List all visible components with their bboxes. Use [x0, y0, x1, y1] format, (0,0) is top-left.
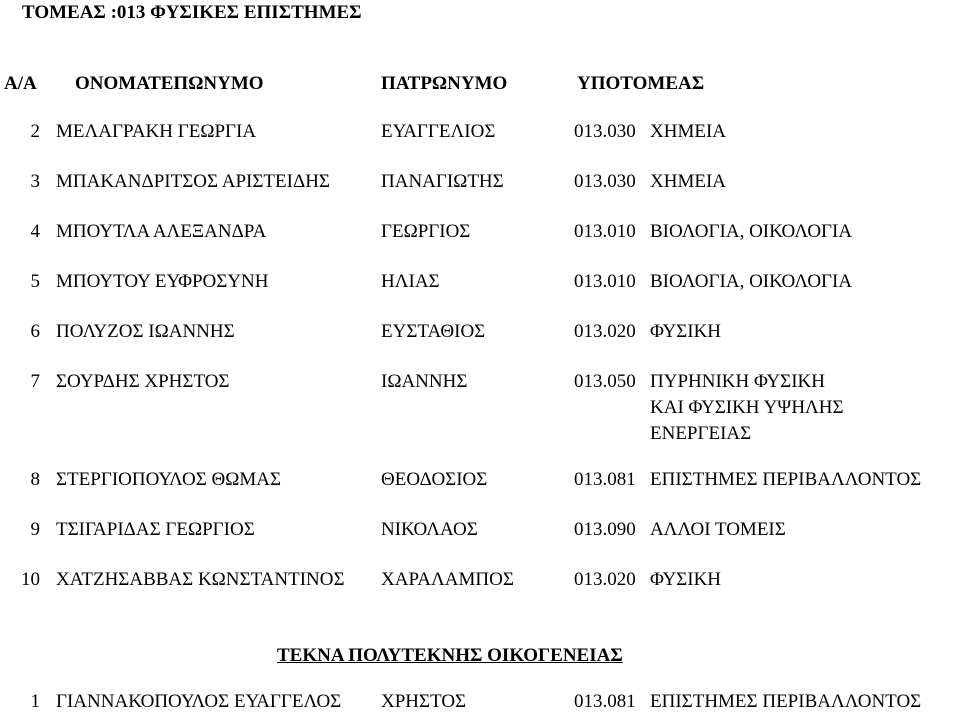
row-number: 7	[30, 371, 40, 392]
row-father: ΧΡΗΣΤΟΣ	[381, 691, 467, 712]
row-subsector-code: 013.020	[574, 569, 636, 590]
header-subsector: ΥΠΟΤΟΜΕΑΣ	[577, 73, 705, 94]
header-father: ΠΑΤΡΩΝΥΜΟ	[381, 73, 508, 94]
row-subsector-code: 013.081	[574, 691, 636, 712]
row-subsector-code: 013.050	[574, 371, 636, 392]
page-title: ΤΟΜΕΑΣ :013 ΦΥΣΙΚΕΣ ΕΠΙΣΤΗΜΕΣ	[22, 2, 362, 23]
row-number: 1	[30, 691, 40, 712]
row-subsector-code: 013.010	[574, 221, 636, 242]
row-father: ΙΩΑΝΝΗΣ	[381, 371, 468, 392]
row-father: ΓΕΩΡΓΙΟΣ	[381, 221, 471, 242]
row-subsector-code: 013.081	[574, 469, 636, 490]
row-subsector-code: 013.010	[574, 271, 636, 292]
row-subsector-name: ΕΠΙΣΤΗΜΕΣ ΠΕΡΙΒΑΛΛΟΝΤΟΣ	[650, 469, 922, 490]
row-name: ΣΟΥΡΔΗΣ ΧΡΗΣΤΟΣ	[56, 371, 230, 392]
row-number: 3	[30, 171, 40, 192]
section2-title: ΤΕΚΝΑ ΠΟΛΥΤΕΚΝΗΣ ΟΙΚΟΓΕΝΕΙΑΣ	[277, 645, 623, 666]
row-number: 8	[30, 469, 40, 490]
row-subsector-name: ΑΛΛΟΙ ΤΟΜΕΙΣ	[650, 519, 786, 540]
row-subsector-code: 013.090	[574, 519, 636, 540]
row-number: 2	[30, 121, 40, 142]
row-name: ΓΙΑΝΝΑΚΟΠΟΥΛΟΣ ΕΥΑΓΓΕΛΟΣ	[56, 691, 342, 712]
row-name: ΜΠΑΚΑΝΔΡΙΤΣΟΣ ΑΡΙΣΤΕΙΔΗΣ	[56, 171, 330, 192]
row-father: ΧΑΡΑΛΑΜΠΟΣ	[381, 569, 514, 590]
header-name: ΟΝΟΜΑΤΕΠΩΝΥΜΟ	[75, 73, 264, 94]
row-name: ΤΣΙΓΑΡΙΔΑΣ ΓΕΩΡΓΙΟΣ	[56, 519, 255, 540]
row-subsector-name: ΒΙΟΛΟΓΙΑ, ΟΙΚΟΛΟΓΙΑ	[650, 271, 853, 292]
row-number: 9	[30, 519, 40, 540]
row-subsector-name: ΦΥΣΙΚΗ	[650, 321, 722, 342]
row-subsector-name: ΒΙΟΛΟΓΙΑ, ΟΙΚΟΛΟΓΙΑ	[650, 221, 853, 242]
row-father: ΠΑΝΑΓΙΩΤΗΣ	[381, 171, 504, 192]
row-name: ΜΠΟΥΤΟΥ ΕΥΦΡΟΣΥΝΗ	[56, 271, 269, 292]
row-subsector-name: ΕΝΕΡΓΕΙΑΣ	[650, 423, 752, 444]
row-subsector-name: ΕΠΙΣΤΗΜΕΣ ΠΕΡΙΒΑΛΛΟΝΤΟΣ	[650, 691, 922, 712]
row-subsector-name: ΚΑΙ ΦΥΣΙΚΗ ΥΨΗΛΗΣ	[650, 397, 844, 418]
row-name: ΣΤΕΡΓΙΟΠΟΥΛΟΣ ΘΩΜΑΣ	[56, 469, 282, 490]
row-name: ΠΟΛΥΖΟΣ ΙΩΑΝΝΗΣ	[56, 321, 235, 342]
row-father: ΕΥΑΓΓΕΛΙΟΣ	[381, 121, 496, 142]
row-number: 5	[30, 271, 40, 292]
row-name: ΜΕΛΑΓΡΑΚΗ ΓΕΩΡΓΙΑ	[56, 121, 257, 142]
row-number: 10	[21, 569, 40, 590]
row-father: ΗΛΙΑΣ	[381, 271, 440, 292]
row-number: 6	[30, 321, 40, 342]
header-aa: Α/Α	[4, 73, 37, 94]
row-father: ΝΙΚΟΛΑΟΣ	[381, 519, 478, 540]
row-subsector-name: ΧΗΜΕΙΑ	[650, 121, 726, 142]
row-subsector-code: 013.030	[574, 121, 636, 142]
row-subsector-code: 013.020	[574, 321, 636, 342]
row-subsector-name: ΠΥΡΗΝΙΚΗ ΦΥΣΙΚΗ	[650, 371, 825, 392]
row-father: ΕΥΣΤΑΘΙΟΣ	[381, 321, 486, 342]
row-father: ΘΕΟΔΟΣΙΟΣ	[381, 469, 488, 490]
row-name: ΧΑΤΖΗΣΑΒΒΑΣ ΚΩΝΣΤΑΝΤΙΝΟΣ	[56, 569, 345, 590]
row-subsector-name: ΦΥΣΙΚΗ	[650, 569, 722, 590]
row-name: ΜΠΟΥΤΛΑ ΑΛΕΞΑΝΔΡΑ	[56, 221, 267, 242]
row-subsector-code: 013.030	[574, 171, 636, 192]
row-subsector-name: ΧΗΜΕΙΑ	[650, 171, 726, 192]
row-number: 4	[30, 221, 40, 242]
